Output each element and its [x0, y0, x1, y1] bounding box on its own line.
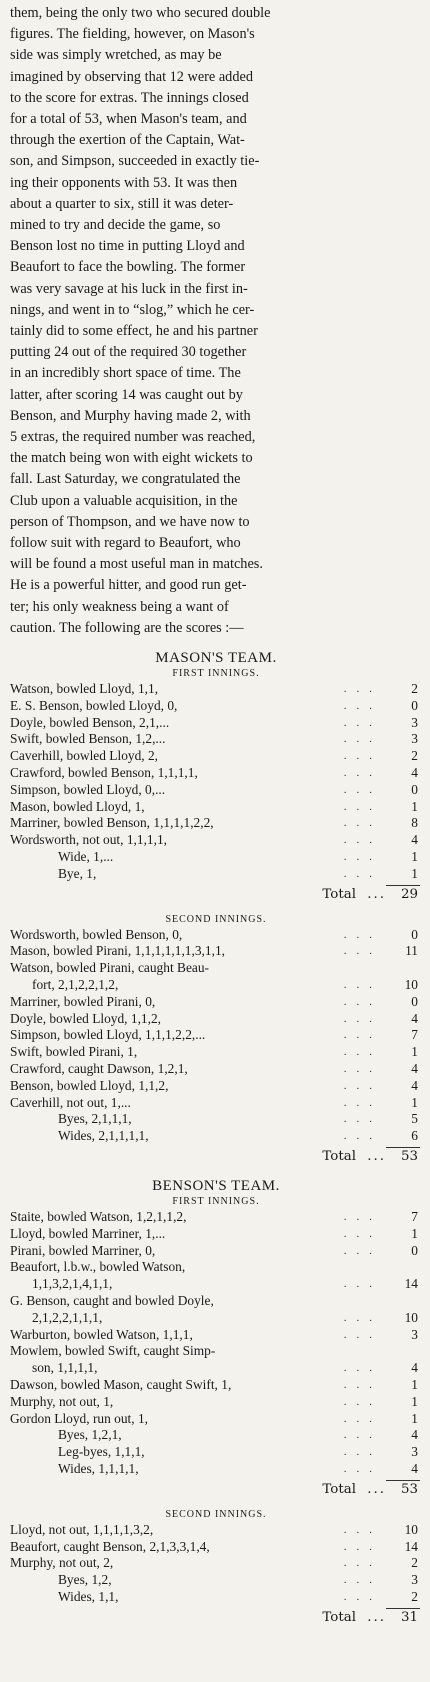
leader-dots: ...: [343, 928, 382, 941]
runs-score: 3: [411, 731, 418, 747]
extras-row: [10, 1444, 422, 1461]
total-row: [10, 1480, 422, 1500]
batsman-row: [10, 1011, 422, 1028]
batsman-entry: Watson, bowled Pirani, caught Beau-: [10, 960, 209, 976]
batsman-row: [10, 1411, 422, 1428]
runs-score: 7: [411, 1027, 418, 1043]
runs-score: 2: [411, 1555, 418, 1571]
batsman-entry: Lloyd, bowled Marriner, 1,...: [10, 1225, 166, 1241]
batsman-entry: Caverhill, bowled Lloyd, 2,: [10, 748, 159, 764]
batsman-entry: Wide, 1,...: [58, 849, 114, 865]
leader-dots: ...: [343, 945, 382, 958]
leader-dots: ...: [343, 1278, 382, 1291]
extras-row: [10, 1111, 422, 1128]
leader-dots: ...: [343, 1574, 382, 1587]
batsman-row: [10, 1044, 422, 1061]
batsman-row: [10, 977, 422, 994]
batsman-row: [10, 1555, 422, 1572]
runs-score: 2: [411, 1588, 418, 1604]
extras-row: [10, 866, 422, 883]
batsman-row: [10, 698, 422, 715]
paragraph-line: follow suit with regard to Beaufort, who: [10, 535, 241, 552]
leader-dots: ...: [343, 683, 382, 696]
batsman-row: [10, 943, 422, 960]
runs-score: 1: [411, 1044, 418, 1060]
match-report-paragraph: [10, 3, 422, 639]
runs-score: 4: [411, 1427, 418, 1443]
runs-score: 14: [404, 1276, 418, 1292]
batsman-entry: Swift, bowled Benson, 1,2,...: [10, 731, 166, 747]
paragraph-line: son, and Simpson, succeeded in exactly tie-: [10, 153, 260, 170]
batsman-row: [10, 731, 422, 748]
batsman-entry: Byes, 1,2,: [58, 1572, 112, 1588]
batsman-entry: Wordsworth, not out, 1,1,1,1,: [10, 832, 167, 848]
batsman-entry: Marriner, bowled Pirani, 0,: [10, 993, 156, 1009]
runs-score: 1: [411, 1094, 418, 1110]
extras-row: [10, 1427, 422, 1444]
innings-gap: [10, 905, 422, 913]
runs-score: 2: [411, 681, 418, 697]
paragraph-line: through the exertion of the Captain, Wat-: [10, 132, 245, 149]
paragraph-line: imagined by observing that 12 were added: [10, 68, 253, 85]
leader-dots: ...: [343, 1462, 382, 1475]
batsman-entry: Doyle, bowled Lloyd, 1,1,2,: [10, 1010, 161, 1026]
batsman-entry: Gordon Lloyd, run out, 1,: [10, 1410, 148, 1426]
batsman-row: [10, 1360, 422, 1377]
batsman-entry: Dawson, bowled Mason, caught Swift, 1,: [10, 1376, 232, 1392]
batsman-entry: Beaufort, caught Benson, 2,1,3,3,1,4,: [10, 1538, 210, 1554]
batsman-entry: Wides, 1,1,: [58, 1588, 119, 1604]
batsman-entry: Simpson, bowled Lloyd, 0,...: [10, 781, 166, 797]
batsman-row: [10, 1078, 422, 1095]
leader-dots: ...: [343, 1029, 382, 1042]
total-label: Total: [322, 1609, 356, 1625]
innings-title: SECOND INNINGS.: [165, 1508, 267, 1520]
batsman-row: [10, 1209, 422, 1226]
paragraph-line: will be found a most useful man in matches.: [10, 556, 263, 573]
leader-dots: ...: [343, 1046, 382, 1059]
extras-row: [10, 1128, 422, 1145]
runs-score: 3: [411, 1444, 418, 1460]
paragraph-line: Benson lost no time in putting Lloyd and: [10, 238, 245, 255]
batsman-row: [10, 782, 422, 799]
paragraph-line: side was simply wretched, as may be: [10, 47, 222, 64]
team-gap: [10, 1167, 422, 1175]
leader-dots: ...: [343, 1012, 382, 1025]
total-label: Total: [322, 886, 356, 902]
runs-score: 5: [411, 1111, 418, 1127]
runs-score: 1: [411, 1225, 418, 1241]
leader-dots: ...: [343, 716, 382, 729]
leader-dots: ...: [343, 699, 382, 712]
extras-row: [10, 1572, 422, 1589]
total-label: Total: [322, 1481, 356, 1497]
batsman-row: [10, 1061, 422, 1078]
batsman-entry: Crawford, bowled Benson, 1,1,1,1,: [10, 765, 198, 781]
runs-score: 1: [411, 798, 418, 814]
extras-row: [10, 849, 422, 866]
leader-dots: ...: [343, 979, 382, 992]
runs-score: 10: [404, 1309, 418, 1325]
total-score: 31: [400, 1609, 418, 1625]
paragraph-line: ter; his only weakness being a want of: [10, 598, 229, 615]
leader-dots: ...: [343, 1362, 382, 1375]
batsman-row: [10, 1243, 422, 1260]
runs-score: 0: [411, 781, 418, 797]
extras-row: [10, 1461, 422, 1478]
runs-score: 10: [404, 977, 418, 993]
batsman-entry: Murphy, not out, 2,: [10, 1555, 114, 1571]
paragraph-line: latter, after scoring 14 was caught out by: [10, 386, 243, 403]
runs-score: 0: [411, 993, 418, 1009]
total-row: [10, 885, 422, 905]
paragraph-line: them, being the only two who secured double: [10, 5, 271, 21]
innings-title: FIRST INNINGS.: [172, 1196, 260, 1208]
innings-gap: [10, 1500, 422, 1508]
batsman-entry: E. S. Benson, bowled Lloyd, 0,: [10, 697, 178, 713]
paragraph-line: Beaufort to face the bowling. The former: [10, 259, 246, 276]
leader-dots: ...: [343, 1540, 382, 1553]
batsman-entry: Doyle, bowled Benson, 2,1,...: [10, 714, 170, 730]
batsman-entry: Swift, bowled Pirani, 1,: [10, 1044, 138, 1060]
paragraph-line: ing their opponents with 53. It was then: [10, 174, 238, 191]
innings-title: FIRST INNINGS.: [172, 668, 260, 680]
runs-score: 0: [411, 926, 418, 942]
batsman-row: [10, 960, 422, 977]
leader-dots: ...: [343, 1557, 382, 1570]
leader-dots: ...: [343, 1429, 382, 1442]
paragraph-line: fall. Last Saturday, we congratulated the: [10, 471, 241, 488]
batsman-row: [10, 1259, 422, 1276]
paragraph-line: He is a powerful hitter, and good run get-: [10, 577, 247, 594]
batsman-entry: Beaufort, l.b.w., bowled Watson,: [10, 1259, 186, 1275]
paragraph-line: the match being won with eight wickets to: [10, 450, 253, 467]
batsman-row: [10, 1276, 422, 1293]
paragraph-line: mined to try and decide the game, so: [10, 217, 221, 234]
runs-score: 4: [411, 1061, 418, 1077]
batsman-row: [10, 815, 422, 832]
paragraph-line: in an incredibly short space of time. The: [10, 365, 241, 382]
batsman-entry: Bye, 1,: [58, 865, 97, 881]
scorecard: [10, 649, 422, 1628]
runs-score: 11: [405, 943, 418, 959]
batsman-entry: Marriner, bowled Benson, 1,1,1,1,2,2,: [10, 815, 214, 831]
leader-dots: ...: [343, 1227, 382, 1240]
leader-dots: ...: [343, 1063, 382, 1076]
batsman-entry: G. Benson, caught and bowled Doyle,: [10, 1293, 214, 1308]
leader-dots: ...: [343, 733, 382, 746]
extras-row: [10, 1589, 422, 1606]
leader-dots: ...: [343, 1523, 382, 1536]
paragraph-line: about a quarter to six, still it was deter-: [10, 195, 234, 212]
runs-score: 0: [411, 1242, 418, 1258]
leader-dots: ...: [367, 1609, 386, 1625]
total-score: 53: [400, 1481, 418, 1497]
leader-dots: ...: [343, 1311, 382, 1324]
total-row: [10, 1608, 422, 1628]
batsman-row: [10, 1293, 422, 1310]
total-row: [10, 1147, 422, 1167]
batsman-row: [10, 799, 422, 816]
batsman-entry: Mowlem, bowled Swift, caught Simp-: [10, 1343, 216, 1359]
batsman-entry: Leg-byes, 1,1,1,: [58, 1444, 145, 1460]
innings-title: SECOND INNINGS.: [165, 913, 267, 925]
batsman-row: [10, 1394, 422, 1411]
batsman-entry: 1,1,3,2,1,4,1,1,: [32, 1276, 113, 1292]
batsman-entry: fort, 2,1,2,2,1,2,: [32, 977, 119, 993]
paragraph-line: figures. The fielding, however, on Mason's: [10, 26, 255, 43]
leader-dots: ...: [343, 767, 382, 780]
leader-dots: ...: [343, 1412, 382, 1425]
batsman-entry: Watson, bowled Lloyd, 1,1,: [10, 681, 159, 697]
leader-dots: ...: [343, 995, 382, 1008]
runs-score: 1: [411, 865, 418, 881]
runs-score: 4: [411, 765, 418, 781]
batsman-entry: Mason, bowled Lloyd, 1,: [10, 798, 145, 814]
runs-score: 10: [404, 1521, 418, 1537]
paragraph-line: for a total of 53, when Mason's team, and: [10, 111, 247, 128]
runs-score: 1: [411, 849, 418, 865]
runs-score: 0: [411, 697, 418, 713]
batsman-entry: Byes, 1,2,1,: [58, 1427, 122, 1443]
batsman-entry: Warburton, bowled Watson, 1,1,1,: [10, 1326, 193, 1342]
runs-score: 4: [411, 1077, 418, 1093]
leader-dots: ...: [343, 1096, 382, 1109]
batsman-entry: son, 1,1,1,1,: [32, 1360, 98, 1376]
batsman-row: [10, 765, 422, 782]
batsman-entry: Byes, 2,1,1,1,: [58, 1111, 132, 1127]
runs-score: 14: [404, 1538, 418, 1554]
leader-dots: ...: [343, 1446, 382, 1459]
batsman-entry: Murphy, not out, 1,: [10, 1393, 114, 1409]
paragraph-line: Club upon a valuable acquisition, in the: [10, 492, 238, 509]
batsman-entry: Wides, 2,1,1,1,1,: [58, 1128, 149, 1144]
total-score: 29: [400, 886, 418, 902]
runs-score: 1: [411, 1410, 418, 1426]
total-label: Total: [322, 1149, 356, 1165]
runs-score: 7: [411, 1209, 418, 1225]
runs-score: 3: [411, 1326, 418, 1342]
batsman-row: [10, 832, 422, 849]
paragraph-line: to the score for extras. The innings closed: [10, 89, 249, 106]
paragraph-line: Benson, and Murphy having made 2, with: [10, 407, 251, 424]
batsman-row: [10, 1327, 422, 1344]
runs-score: 1: [411, 1376, 418, 1392]
team-title: BENSON'S TEAM.: [152, 1178, 280, 1195]
batsman-entry: 2,1,2,2,1,1,1,: [32, 1309, 103, 1325]
batsman-entry: Benson, bowled Lloyd, 1,1,2,: [10, 1077, 169, 1093]
leader-dots: ...: [343, 1079, 382, 1092]
paragraph-line: tainly did to some effect, he and his partner: [10, 323, 258, 340]
runs-score: 8: [411, 815, 418, 831]
batsman-row: [10, 1226, 422, 1243]
batsman-row: [10, 1027, 422, 1044]
paragraph-line: person of Thompson, and we have now to: [10, 513, 250, 530]
runs-score: 6: [411, 1128, 418, 1144]
paragraph-line: putting 24 out of the required 30 together: [10, 344, 247, 361]
paragraph-line: was very savage at his luck in the first in-: [10, 280, 248, 297]
runs-score: 3: [411, 714, 418, 730]
batsman-row: [10, 1539, 422, 1556]
leader-dots: ...: [343, 834, 382, 847]
batsman-row: [10, 681, 422, 698]
leader-dots: ...: [367, 1481, 386, 1497]
runs-score: 4: [411, 1360, 418, 1376]
leader-dots: ...: [343, 800, 382, 813]
leader-dots: ...: [343, 1244, 382, 1257]
team-title: MASON'S TEAM.: [155, 650, 277, 667]
runs-score: 4: [411, 1460, 418, 1476]
batsman-entry: Simpson, bowled Lloyd, 1,1,1,2,2,...: [10, 1027, 206, 1043]
batsman-row: [10, 1522, 422, 1539]
batsman-entry: Staite, bowled Watson, 1,2,1,1,2,: [10, 1209, 187, 1225]
batsman-row: [10, 1095, 422, 1112]
batsman-row: [10, 994, 422, 1011]
leader-dots: ...: [343, 1113, 382, 1126]
batsman-entry: Pirani, bowled Marriner, 0,: [10, 1242, 156, 1258]
leader-dots: ...: [367, 886, 386, 902]
leader-dots: ...: [343, 1130, 382, 1143]
paragraph-line: caution. The following are the scores :—: [10, 619, 244, 636]
paragraph-line: nings, and went in to “slog,” which he cer-: [10, 301, 255, 318]
leader-dots: ...: [343, 1590, 382, 1603]
batsman-row: [10, 1310, 422, 1327]
batsman-row: [10, 1377, 422, 1394]
runs-score: 1: [411, 1393, 418, 1409]
leader-dots: ...: [343, 1211, 382, 1224]
runs-score: 2: [411, 748, 418, 764]
leader-dots: ...: [367, 1149, 386, 1165]
batsman-entry: Mason, bowled Pirani, 1,1,1,1,1,1,3,1,1,: [10, 943, 225, 959]
leader-dots: ...: [343, 817, 382, 830]
batsman-entry: Wordsworth, bowled Benson, 0,: [10, 926, 183, 942]
batsman-row: [10, 715, 422, 732]
runs-score: 4: [411, 832, 418, 848]
leader-dots: ...: [343, 1395, 382, 1408]
runs-score: 4: [411, 1010, 418, 1026]
leader-dots: ...: [343, 1328, 382, 1341]
paragraph-line: 5 extras, the required number was reached,: [10, 429, 256, 446]
leader-dots: ...: [343, 750, 382, 763]
leader-dots: ...: [343, 783, 382, 796]
batsman-row: [10, 1343, 422, 1360]
batsman-entry: Lloyd, not out, 1,1,1,1,3,2,: [10, 1521, 154, 1537]
leader-dots: ...: [343, 1378, 382, 1391]
leader-dots: ...: [343, 867, 382, 880]
batsman-entry: Caverhill, not out, 1,...: [10, 1094, 131, 1110]
batsman-entry: Crawford, caught Dawson, 1,2,1,: [10, 1061, 188, 1077]
runs-score: 3: [411, 1572, 418, 1588]
batsman-row: [10, 927, 422, 944]
leader-dots: ...: [343, 851, 382, 864]
total-score: 53: [400, 1149, 418, 1165]
batsman-entry: Wides, 1,1,1,1,: [58, 1460, 139, 1476]
batsman-row: [10, 748, 422, 765]
